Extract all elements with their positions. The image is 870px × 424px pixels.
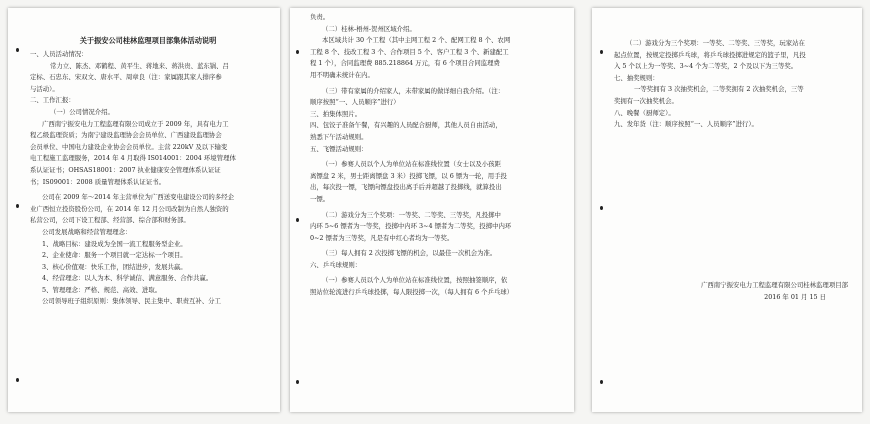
text-line: 顺序按照“一、人员顺序”进行） (310, 98, 400, 107)
text-line: 用不明确未统计在内。 (310, 70, 374, 79)
punch-hole-mark (16, 378, 19, 382)
text-line: 常力立、陈杰、邓鹤程、黄平生、蒋地来、蒋洪贵、蓝东锅、吕 (50, 61, 229, 70)
text-line: 系认证证书；OHSAS18001：2007 执业健康安全管理体系认证证 (30, 165, 221, 174)
text-line: 一等奖拥有 3 次抽奖机会，二等奖拥有 2 次抽奖机会，三等 (634, 85, 804, 94)
text-line: 3、核心价值观：快乐工作，团结进步，发展共赢。 (42, 262, 187, 271)
text-line: （三）带有家属的介绍家人，未带家属的做详细自我介绍。（注： (322, 86, 505, 95)
text-line: 起点位置，按规定投掷乒乓球，将乒乓球投掷进规定的篮子里，凡投 (614, 50, 806, 59)
text-line: 2、企业使命：服务一个项目就一定达标一个项目。 (42, 251, 187, 260)
text-line: 熟悉下午活动规则。 (310, 132, 368, 141)
signature-company: 广西南宁振安电力工程监理有限公司桂林监理项目部 (701, 280, 848, 289)
text-line: 程乙级监理资质；为南宁建设监理协会会员单位、广西建设监理协会 (30, 131, 222, 140)
text-line: 奖拥有一次抽奖机会。 (614, 96, 678, 105)
text-line: 七、抽奖规则： (614, 73, 659, 82)
text-line: 八、晚餐（厨师定）。 (614, 108, 675, 117)
punch-hole-mark (16, 204, 19, 208)
text-line: 照站位轮流进行乒乓球投掷，每人限投掷一次，（每人拥有 6 个乒乓球） (310, 288, 514, 297)
text-line: 书；IS09001：2008 质量管理体系认证证书。 (30, 177, 165, 186)
signature-date: 2016 年 01 月 15 日 (764, 292, 826, 301)
text-line: 一镖。 (310, 194, 330, 203)
text-line: 一、人员活动情况： (30, 50, 88, 58)
text-line: 程 1 个），合同监理费 885.218864 万元，有 6 个项目合同监理费 (310, 59, 500, 68)
document-page-3 (592, 8, 862, 412)
document-page-1 (8, 8, 280, 412)
text-line: （二）游戏分为三个奖项：一等奖、二等奖、三等奖，玩家站在 (626, 39, 805, 47)
text-line: 工程 8 个、技改工程 3 个、合作项目 5 个、客户工程 3 个、新建配工 (310, 47, 509, 56)
punch-hole-mark (600, 206, 603, 210)
text-line: 会员单位、中国电力建设企业协会会员单位。主营 220kV 及以下输变 (30, 142, 228, 151)
text-line: 与活动）。 (30, 84, 59, 93)
punch-hole-mark (296, 50, 299, 54)
text-line: 二、工作汇报： (30, 96, 75, 105)
text-line: 四、包饺子准备午餐，有兴趣的人员配合厨师，其他人员自由活动， (310, 121, 502, 130)
text-line: 公司发展战略和经营管理理念： (42, 227, 132, 236)
text-line: 内环 5~6 镖者为一等奖，投掷中内环 3~4 镖者为二等奖，投掷中内环 (310, 222, 512, 231)
text-line: 三、拍集体照片。 (310, 109, 362, 118)
text-line: 私营公司，公司下设工程部、经营部、综合部和财务部。 (30, 216, 190, 225)
text-line: 公司领导班子组织原则：集体领导、民主集中、职责互补、分工 (42, 297, 221, 306)
punch-hole-mark (600, 380, 603, 384)
text-line: 入 5 个以上为一等奖、3~4 个为二等奖，2 个及以下为三等奖。 (614, 62, 798, 71)
text-line: 5、管理理念：严格、规范、高效、进取。 (42, 285, 162, 294)
text-line: 负责。 (310, 13, 330, 21)
text-line: （三）每人拥有 2 次投掷飞镖的机会，以最佳一次机会为准。 (322, 249, 497, 258)
text-line: 六、乒乓球规则： (310, 260, 362, 269)
punch-hole-mark (600, 50, 603, 54)
text-line: 出，每次投一镖，飞镖向镖盘投出离手后并超越了投掷线，就算投出 (310, 183, 502, 192)
punch-hole-mark (296, 380, 299, 384)
text-line: 九、发年货（注：顺序按照“一、人员顺序”进行）。 (614, 120, 758, 129)
punch-hole-mark (16, 48, 19, 52)
text-line: 广西南宁振安电力工程监理有限公司成立于 2009 年，具有电力工 (42, 119, 229, 128)
text-line: 本区域共计 30 个工程（其中主网工程 2 个、配网工程 8 个、农网 (322, 36, 511, 45)
text-line: 业广西恒立投资股份公司，在 2014 年 12 月公司改制为自然人独资的 (30, 204, 229, 213)
document-title: 关于振安公司桂林监理项目部集体活动说明 (79, 36, 217, 45)
text-line: 4、经营理念：以人为本、科学诚信、满意服务、合作共赢。 (42, 274, 213, 283)
text-line: 定标、石忠东、宋双文、唐水平、周章良（注：家属跟其家人排序参 (30, 73, 222, 82)
text-line: （一）参赛人员以个人为单位站在标准线位置（女士以及小孩距 (322, 160, 501, 169)
text-line: 0~2 镖者为三等奖，凡是有中红心者均为一等奖。 (310, 233, 454, 242)
document-page-2 (290, 8, 574, 412)
text-line: 公司在 2009 年～2014 年主营单位为广西送变电建设公司的多经企 (42, 193, 234, 202)
text-line: 1、战略目标：建设成为全国一流工程服务型企业。 (42, 239, 187, 248)
text-line: （一）公司情况介绍。 (50, 107, 114, 116)
text-line: 五、飞镖活动规则： (310, 144, 368, 153)
punch-hole-mark (296, 218, 299, 222)
text-line: 电工程施工监理服务，2014 年 4 月取得 IS014001：2004 环境管理体 (30, 154, 236, 163)
text-line: 离镖盘 2 米，男士距离镖盘 3 米）投掷飞镖，以 6 镖为一轮，用手投 (310, 171, 507, 180)
text-line: （一）参赛人员以个人为单位站在标准线位置，按照抽签顺序，依 (322, 276, 508, 285)
text-line: （二）游戏分为三个奖项：一等奖、二等奖、三等奖，凡投掷中 (322, 210, 501, 219)
text-line: （二）桂林-梧州-贺州区域介绍。 (322, 24, 416, 33)
